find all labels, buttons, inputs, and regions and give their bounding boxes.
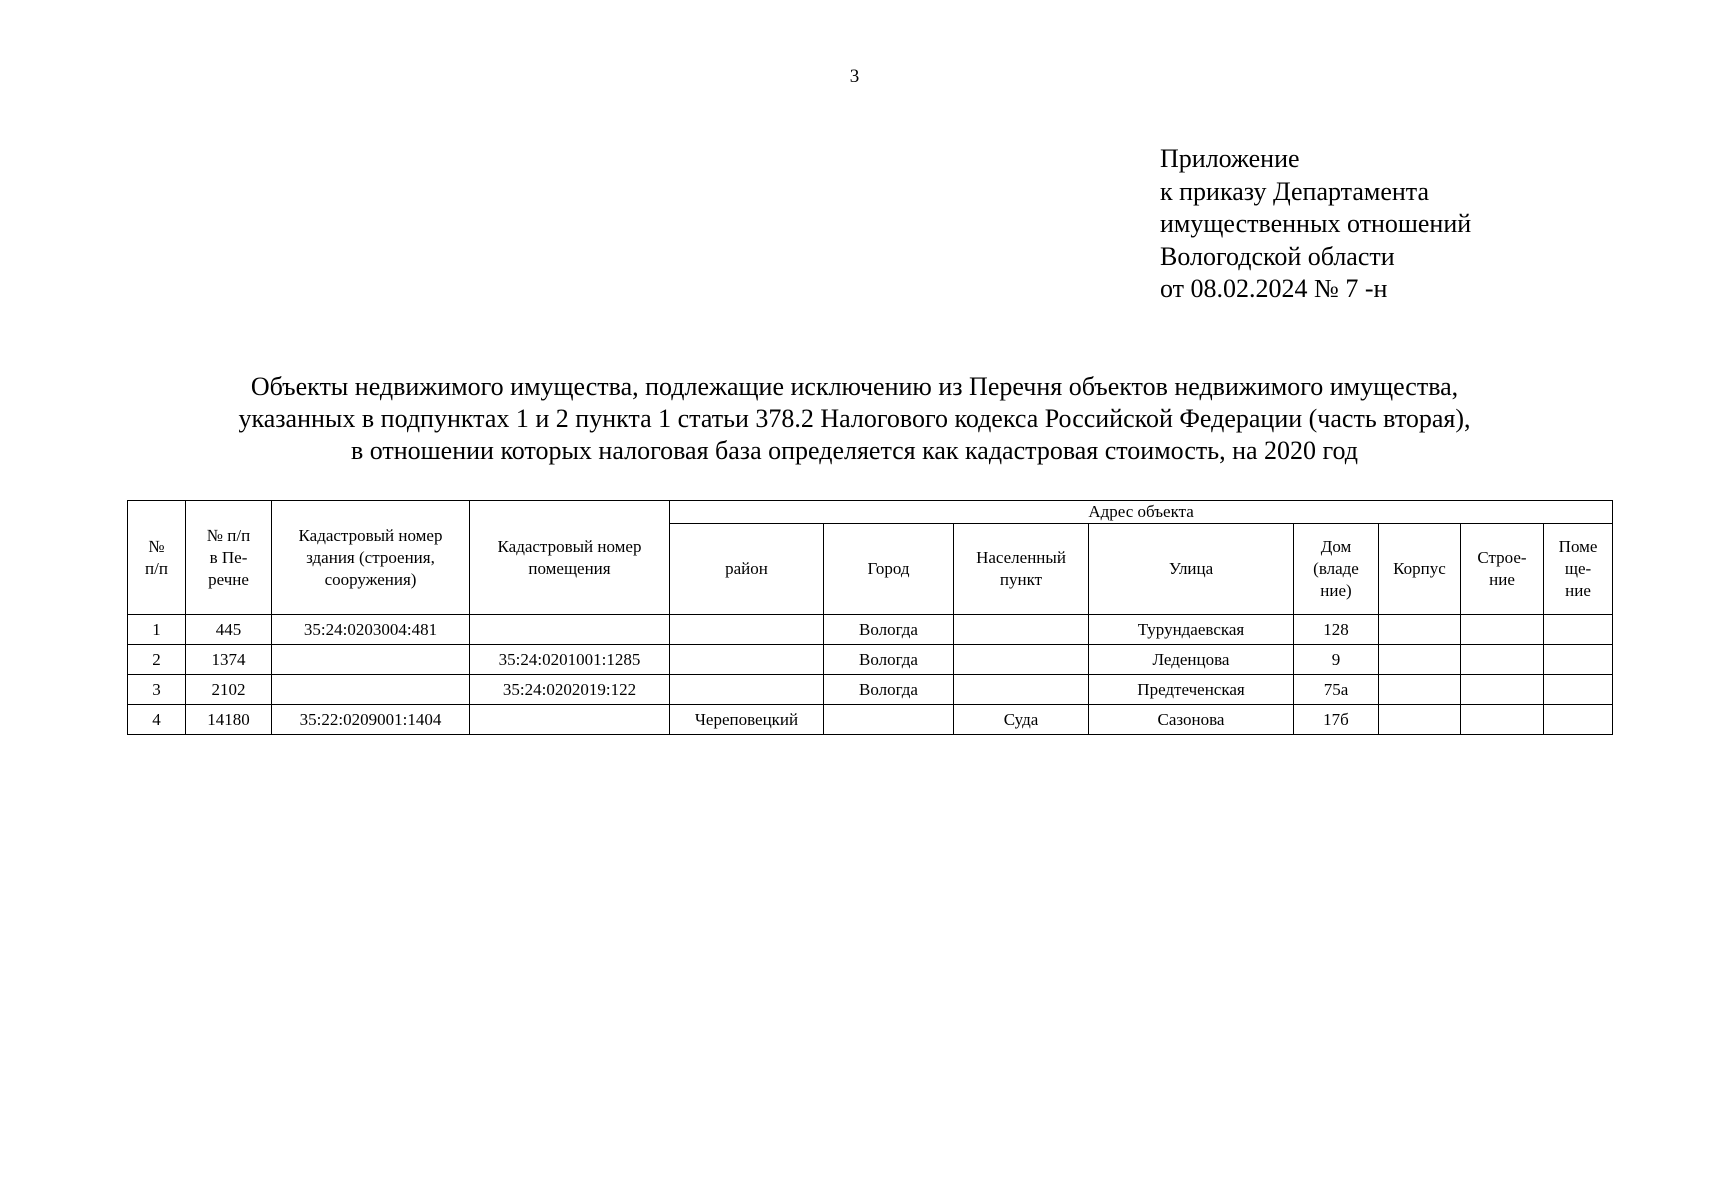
cell-street: Леденцова bbox=[1089, 645, 1294, 675]
cell-district bbox=[670, 645, 824, 675]
cell-settlement: Суда bbox=[954, 705, 1089, 735]
cell-city: Вологда bbox=[824, 645, 954, 675]
cell-city: Вологда bbox=[824, 675, 954, 705]
title-line: в отношении которых налоговая база определяется как кадастровая стоимость, на 2020 год bbox=[350, 436, 1359, 465]
header-block: Корпус bbox=[1379, 524, 1461, 615]
cell-list-num: 1374 bbox=[186, 645, 272, 675]
header-city: Город bbox=[824, 524, 954, 615]
cell-building-cadastral bbox=[272, 645, 470, 675]
cell-street: Предтеченская bbox=[1089, 675, 1294, 705]
title-line: Объекты недвижимого имущества, подлежащие исключению из Перечня объектов недвижимого имущества, bbox=[250, 372, 1459, 401]
cell-city bbox=[824, 705, 954, 735]
cell-premise bbox=[1544, 705, 1613, 735]
cell-block bbox=[1379, 705, 1461, 735]
cell-settlement bbox=[954, 675, 1089, 705]
header-street: Улица bbox=[1089, 524, 1294, 615]
cell-building-cadastral bbox=[272, 675, 470, 705]
table-row bbox=[128, 675, 1613, 705]
header-room-cadastral: Кадастровый номер помещения bbox=[470, 501, 670, 615]
cell-building-cadastral: 35:24:0203004:481 bbox=[272, 615, 470, 645]
cell-room-cadastral bbox=[470, 705, 670, 735]
appendix-block bbox=[1160, 143, 1471, 306]
cell-settlement bbox=[954, 615, 1089, 645]
page-number: 3 bbox=[849, 66, 860, 87]
document-title bbox=[0, 371, 1709, 467]
cell-house: 128 bbox=[1294, 615, 1379, 645]
appendix-line: имущественных отношений bbox=[1160, 209, 1472, 238]
appendix-line: к приказу Департамента bbox=[1160, 176, 1430, 206]
table-row bbox=[128, 615, 1613, 645]
cell-house: 9 bbox=[1294, 645, 1379, 675]
cell-num: 3 bbox=[128, 675, 186, 705]
cell-district bbox=[670, 675, 824, 705]
cell-district bbox=[670, 615, 824, 645]
cell-district: Череповецкий bbox=[670, 705, 824, 735]
cell-room-cadastral: 35:24:0201001:1285 bbox=[470, 645, 670, 675]
cell-premise bbox=[1544, 675, 1613, 705]
title-line: указанных в подпунктах 1 и 2 пункта 1 статьи 378.2 Налогового кодекса Российской Федерации (часть вторая), bbox=[238, 404, 1471, 433]
cell-list-num: 2102 bbox=[186, 675, 272, 705]
header-structure: Строе- ние bbox=[1461, 524, 1544, 615]
cell-premise bbox=[1544, 645, 1613, 675]
cell-block bbox=[1379, 615, 1461, 645]
appendix-line: от 08.02.2024 № 7 -н bbox=[1160, 274, 1388, 303]
appendix-line: Вологодской области bbox=[1160, 241, 1395, 271]
cell-num: 2 bbox=[128, 645, 186, 675]
cell-num: 1 bbox=[128, 615, 186, 645]
header-row bbox=[128, 501, 1613, 524]
cell-list-num: 14180 bbox=[186, 705, 272, 735]
cell-street: Сазонова bbox=[1089, 705, 1294, 735]
cell-room-cadastral bbox=[470, 615, 670, 645]
cell-building-cadastral: 35:22:0209001:1404 bbox=[272, 705, 470, 735]
header-address-group: Адрес объекта bbox=[670, 501, 1613, 524]
header-house: Дом (владе ние) bbox=[1294, 524, 1379, 615]
objects-table bbox=[127, 500, 1613, 735]
cell-block bbox=[1379, 645, 1461, 675]
cell-house: 75а bbox=[1294, 675, 1379, 705]
header-list-num: № п/п в Пе- речне bbox=[186, 501, 272, 615]
header-settlement: Населенный пункт bbox=[954, 524, 1089, 615]
appendix-line: Приложение bbox=[1160, 144, 1300, 173]
header-district: район bbox=[670, 524, 824, 615]
cell-structure bbox=[1461, 705, 1544, 735]
cell-list-num: 445 bbox=[186, 615, 272, 645]
header-building-cadastral: Кадастровый номер здания (строения, сооружения) bbox=[272, 501, 470, 615]
cell-city: Вологда bbox=[824, 615, 954, 645]
header-num: № п/п bbox=[128, 501, 186, 615]
header-premise: Поме ще- ние bbox=[1544, 524, 1613, 615]
table-row bbox=[128, 645, 1613, 675]
table-row bbox=[128, 705, 1613, 735]
cell-street: Турундаевская bbox=[1089, 615, 1294, 645]
cell-structure bbox=[1461, 645, 1544, 675]
cell-structure bbox=[1461, 615, 1544, 645]
cell-room-cadastral: 35:24:0202019:122 bbox=[470, 675, 670, 705]
cell-house: 17б bbox=[1294, 705, 1379, 735]
cell-block bbox=[1379, 675, 1461, 705]
cell-settlement bbox=[954, 645, 1089, 675]
cell-num: 4 bbox=[128, 705, 186, 735]
cell-premise bbox=[1544, 615, 1613, 645]
cell-structure bbox=[1461, 675, 1544, 705]
